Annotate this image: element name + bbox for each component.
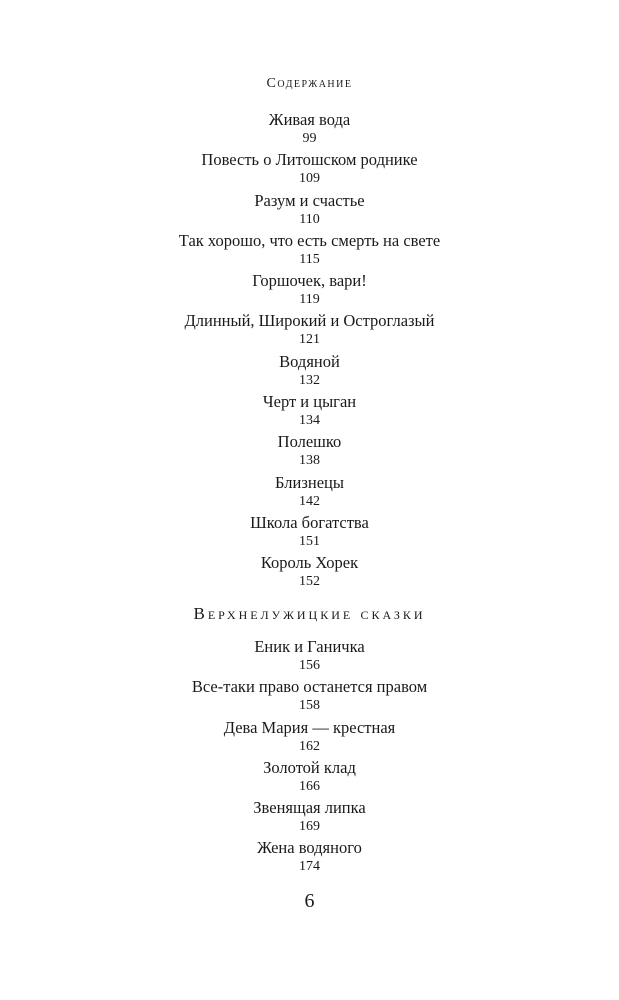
toc-entry <box>0 392 619 432</box>
toc-entry-page: 166 <box>299 778 320 794</box>
toc-entry <box>0 191 619 231</box>
toc-entry-page: 152 <box>299 574 320 590</box>
toc-entry <box>0 637 619 677</box>
toc-entry-page: 119 <box>299 292 320 308</box>
toc-entry-page: 142 <box>299 493 320 509</box>
toc-entry-page: 121 <box>299 332 320 348</box>
running-header: Содержание <box>266 76 353 91</box>
toc-entry-title: Полешко <box>277 432 342 452</box>
toc-entry-title: Жена водяного <box>257 838 362 858</box>
toc-entry-page: 169 <box>299 819 320 835</box>
toc-entry-title: Так хорошо, что есть смерть на свете <box>178 230 441 250</box>
toc-entry-page: 162 <box>299 738 320 754</box>
toc-entry <box>0 231 619 271</box>
toc-entry-title: Школа богатства <box>250 512 369 532</box>
section-heading: Верхнелужицкие сказки <box>193 604 426 623</box>
toc-entry-title: Звенящая липка <box>253 798 366 818</box>
toc-entry-page: 138 <box>299 453 320 469</box>
section-toc-list <box>0 637 619 879</box>
page-number: 6 <box>304 890 315 912</box>
toc-entry-page: 156 <box>299 658 320 673</box>
toc-entry <box>0 473 619 513</box>
toc-entry-page: 110 <box>299 211 320 227</box>
toc-entry-title: Золотой клад <box>263 757 356 777</box>
toc-entry-page: 99 <box>302 131 317 146</box>
toc-entry <box>0 718 619 758</box>
toc-entry <box>0 271 619 311</box>
toc-entry-page: 109 <box>299 171 320 187</box>
toc-entry <box>0 432 619 472</box>
toc-entry-title: Повесть о Литошском роднике <box>201 150 418 170</box>
toc-entry-title: Горшочек, вари! <box>252 271 367 291</box>
toc-entry <box>0 110 619 150</box>
toc-entry-title: Водяной <box>279 351 340 371</box>
toc-entry <box>0 758 619 798</box>
toc-entry <box>0 352 619 392</box>
toc-entry-title: Длинный, Широкий и Остроглазый <box>184 311 435 331</box>
toc-entry-title: Черт и цыган <box>262 392 357 412</box>
toc-entry-title: Разум и счастье <box>254 190 365 210</box>
toc-entry-title: Король Хорек <box>260 553 359 573</box>
toc-entry <box>0 838 619 878</box>
toc-entry-page: 158 <box>299 698 320 714</box>
toc-entry-title: Все-таки право останется правом <box>191 677 428 697</box>
toc-entry <box>0 311 619 351</box>
toc-entry-page: 151 <box>299 533 320 549</box>
toc-entry-title: Живая вода <box>268 110 351 129</box>
toc-entry-page: 115 <box>299 251 320 267</box>
toc-entry <box>0 553 619 593</box>
toc-entry <box>0 677 619 717</box>
toc-entry-page: 174 <box>299 859 320 875</box>
toc-list <box>0 110 619 594</box>
toc-entry-title: Близнецы <box>275 472 344 492</box>
toc-entry-title: Еник и Ганичка <box>254 637 365 656</box>
toc-entry-title: Дева Мария — крестная <box>223 717 396 737</box>
toc-entry-page: 132 <box>299 372 320 388</box>
toc-entry <box>0 798 619 838</box>
toc-entry <box>0 150 619 190</box>
toc-entry-page: 134 <box>299 413 320 429</box>
toc-entry <box>0 513 619 553</box>
